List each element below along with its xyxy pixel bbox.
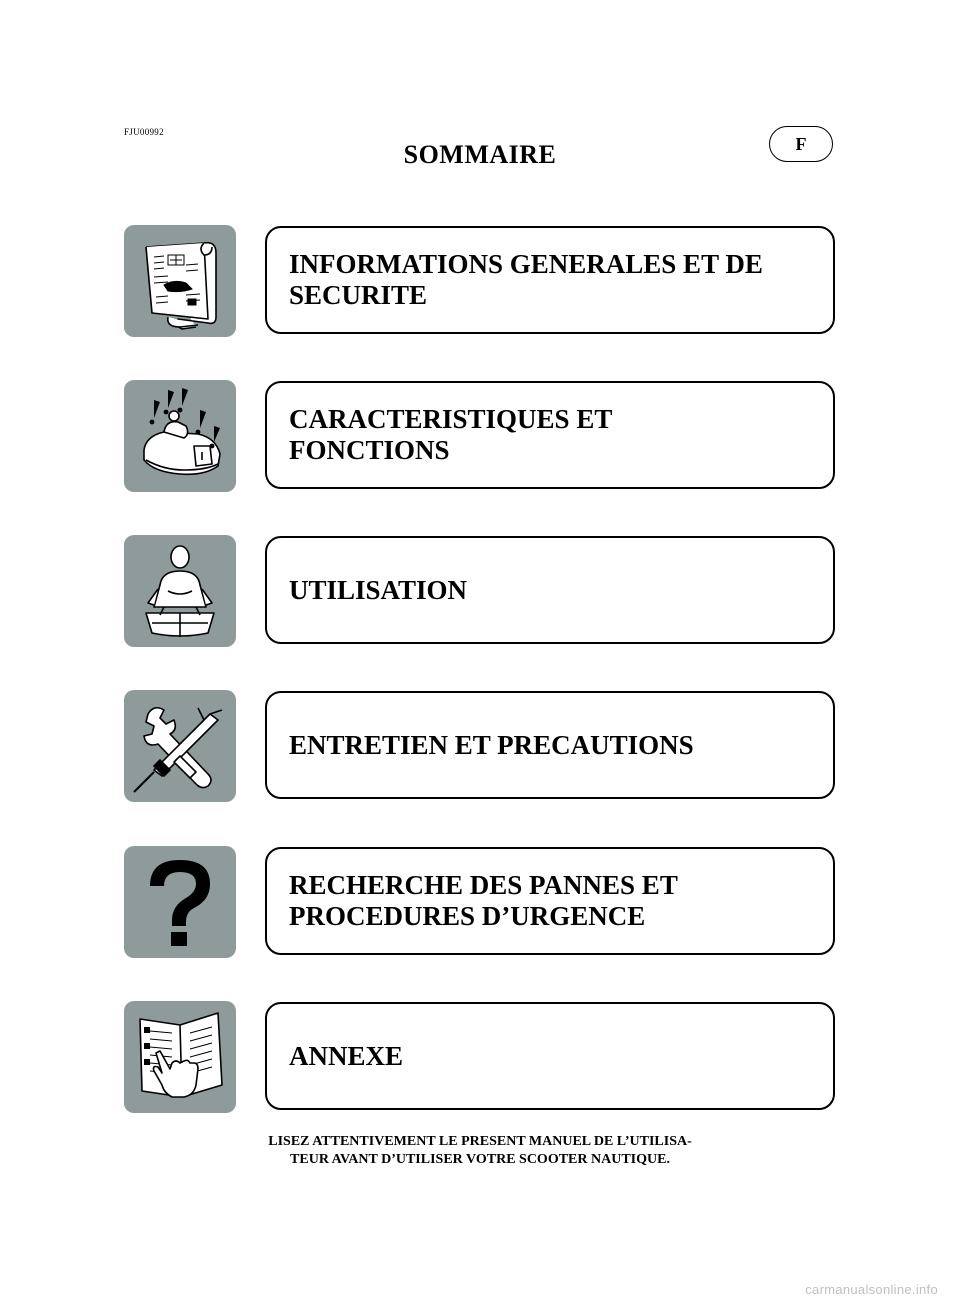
manual-scroll-icon (124, 225, 236, 337)
section-troubleshooting[interactable] (124, 846, 836, 958)
footer-warning: LISEZ ATTENTIVEMENT LE PRESENT MANUEL DE L’UTILISA- TEUR AVANT D’UTILISER VOTRE SCOOTER NAUTIQUE. (268, 1134, 692, 1167)
open-book-icon (124, 1001, 236, 1113)
language-badge: F (769, 126, 833, 162)
section-label-box (265, 691, 835, 799)
section-label: RECHERCHE DES PANNES ET PROCEDURES D’URGENCE (289, 870, 678, 931)
section-label-box (265, 847, 835, 955)
watercraft-alert-icon (124, 380, 236, 492)
section-label: UTILISATION (289, 574, 468, 605)
section-label-box (265, 226, 835, 334)
rider-icon (124, 535, 236, 647)
section-label-box (265, 381, 835, 489)
watermark: carmanualsonline.info (805, 1282, 938, 1297)
section-features[interactable] (124, 380, 836, 492)
section-maintenance[interactable] (124, 690, 836, 802)
section-operation[interactable] (124, 535, 836, 647)
section-label: INFORMATIONS GENERALES ET DE SECURITE (289, 249, 763, 310)
section-general-safety[interactable] (124, 225, 836, 337)
section-appendix[interactable] (124, 1001, 836, 1113)
section-label-box (265, 1002, 835, 1110)
question-mark-icon (124, 846, 236, 958)
section-label-box (265, 536, 835, 644)
section-label: ANNEXE (289, 1040, 404, 1071)
page-title: SOMMAIRE (403, 140, 557, 169)
section-label: CARACTERISTIQUES ET FONCTIONS (289, 404, 613, 465)
wrench-pump-icon (124, 690, 236, 802)
section-label: ENTRETIEN ET PRECAUTIONS (289, 729, 694, 760)
document-code: FJU00992 (124, 127, 164, 137)
